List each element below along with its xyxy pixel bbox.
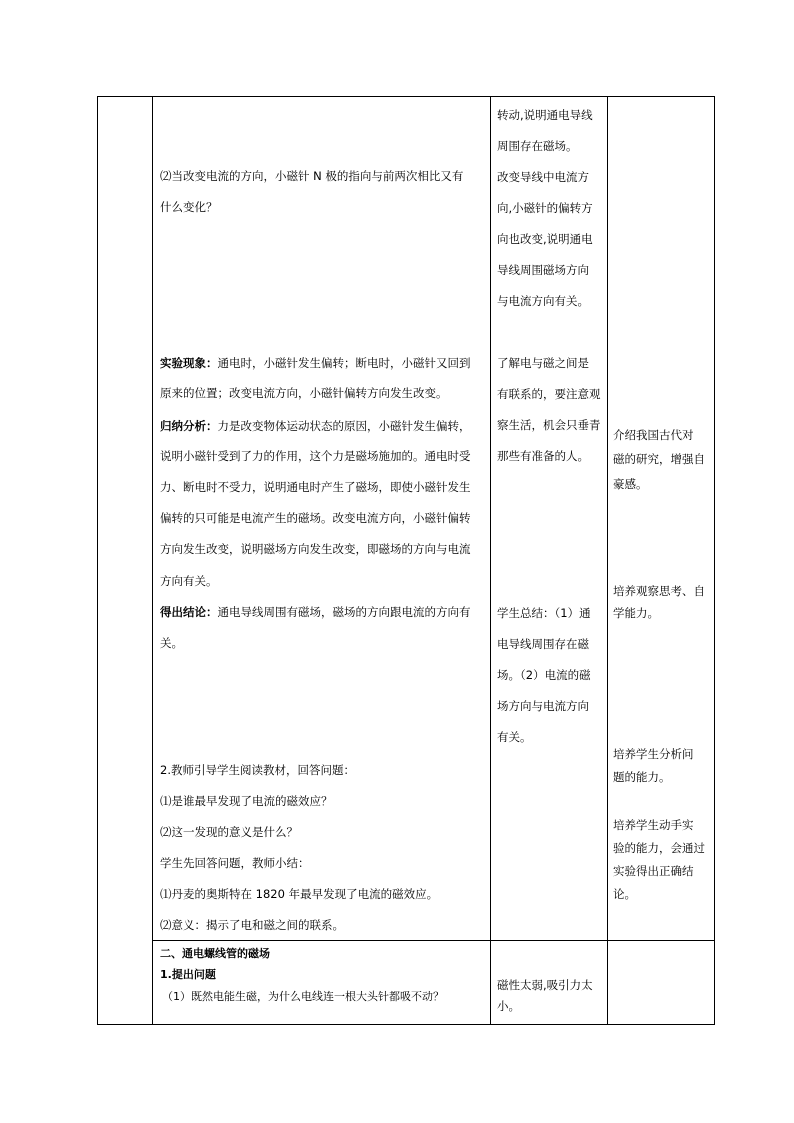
conclusion-line-1 (160, 604, 471, 620)
analysis-line-6: 方向有关。 (160, 574, 218, 588)
student-answer: 学生先回答问题，教师小结： (160, 856, 310, 870)
student-note-b-line-1: 改变导线中电流方 (497, 170, 589, 184)
analysis-text: 力是改变物体运动状态的原因，小磁针发生偏转， (217, 419, 471, 433)
conclusion-text: 通电导线周围有磁场，磁场的方向跟电流的方向有 (217, 605, 471, 619)
student-note-c-line-2: 有联系的，要注意观 (497, 387, 601, 401)
student-note-e-line-2: 小。 (497, 999, 520, 1013)
intent-a-line-1: 介绍我国古代对 (613, 428, 694, 442)
student-note-d-line-5: 有关。 (497, 730, 532, 744)
section-2-subtitle: 1.提出问题 (160, 968, 216, 981)
column-divider (607, 97, 608, 1024)
student-note-a-line-1: 转动,说明通电导线 (497, 108, 593, 122)
teacher-guide: 2.教师引导学生阅读教材，回答问题： (160, 763, 355, 777)
analysis-label: 归纳分析： (160, 419, 218, 433)
intent-d-line-1: 培养学生动手实 (613, 818, 694, 832)
column-divider (152, 97, 153, 1024)
intent-b-line-2: 学能力。 (613, 606, 659, 620)
analysis-line-3: 力、断电时不受力，说明通电时产生了磁场，即使小磁针发生 (160, 480, 471, 494)
phenomenon-text: 通电时，小磁针发生偏转；断电时，小磁针又回到 (217, 356, 471, 370)
student-note-b-line-3: 向也改变,说明通电 (497, 232, 593, 246)
teacher-question-2: ⑵这一发现的意义是什么？ (160, 825, 298, 839)
student-note-d-line-1: 学生总结：（1）通 (497, 606, 591, 620)
student-note-d-line-2: 电导线周围存在磁 (497, 637, 589, 651)
phenomenon-line-2: 原来的位置；改变电流方向，小磁针偏转方向发生改变。 (160, 386, 448, 400)
analysis-line-1 (160, 418, 471, 434)
question-2-line-2: 什么变化？ (160, 200, 218, 214)
analysis-line-5: 方向发生改变，说明磁场方向发生改变，即磁场的方向与电流 (160, 542, 471, 556)
intent-c-line-2: 题的能力。 (613, 770, 671, 784)
teacher-answer-2: ⑵意义：揭示了电和磁之间的联系。 (160, 918, 344, 932)
student-note-d-line-4: 场方向与电流方向 (497, 699, 589, 713)
student-note-c-line-3: 察生活，机会只垂青 (497, 418, 601, 432)
student-note-c-line-1: 了解电与磁之间是 (497, 356, 589, 370)
column-divider (490, 97, 491, 1024)
phenomenon-label: 实验现象： (160, 356, 218, 370)
intent-a-line-2: 磁的研究，增强自 (613, 452, 705, 466)
intent-d-line-2: 验的能力，会通过 (613, 841, 705, 855)
student-note-b-line-4: 导线周围磁场方向 (497, 263, 589, 277)
intent-d-line-4: 论。 (613, 887, 636, 901)
analysis-line-2: 说明小磁针受到了力的作用，这个力是磁场施加的。通电时受 (160, 449, 471, 463)
phenomenon-line-1 (160, 355, 471, 371)
conclusion-label: 得出结论： (160, 605, 218, 619)
student-note-b-line-2: 向,小磁针的偏转方 (497, 201, 593, 215)
student-note-a-line-2: 周围存在磁场。 (497, 139, 578, 153)
analysis-line-4: 偏转的只可能是电流产生的磁场。改变电流方向，小磁针偏转 (160, 511, 471, 525)
student-note-e-line-1: 磁性太弱,吸引力太 (497, 978, 593, 992)
section-2-question-1: （1）既然电能生磁，为什么电线连一根大头针都吸不动？ (162, 990, 444, 1003)
section-2-title: 二、通电螺线管的磁场 (160, 947, 270, 960)
conclusion-line-2: 关。 (160, 636, 183, 650)
student-note-c-line-4: 那些有准备的人。 (497, 449, 589, 463)
intent-b-line-1: 培养观察思考、自 (613, 584, 705, 598)
teacher-answer-1: ⑴丹麦的奥斯特在 1820 年最早发现了电流的磁效应。 (160, 887, 439, 901)
teacher-question-1: ⑴是谁最早发现了电流的磁效应？ (160, 794, 333, 808)
intent-a-line-3: 豪感。 (613, 477, 648, 491)
intent-d-line-3: 实验得出正确结 (613, 864, 694, 878)
row-divider (152, 940, 714, 941)
student-note-d-line-3: 场。（2）电流的磁 (497, 668, 591, 682)
intent-c-line-1: 培养学生分析问 (613, 747, 694, 761)
student-note-b-line-5: 与电流方向有关。 (497, 294, 589, 308)
question-2-line-1: ⑵当改变电流的方向，小磁针 N 极的指向与前两次相比又有 (160, 169, 464, 183)
